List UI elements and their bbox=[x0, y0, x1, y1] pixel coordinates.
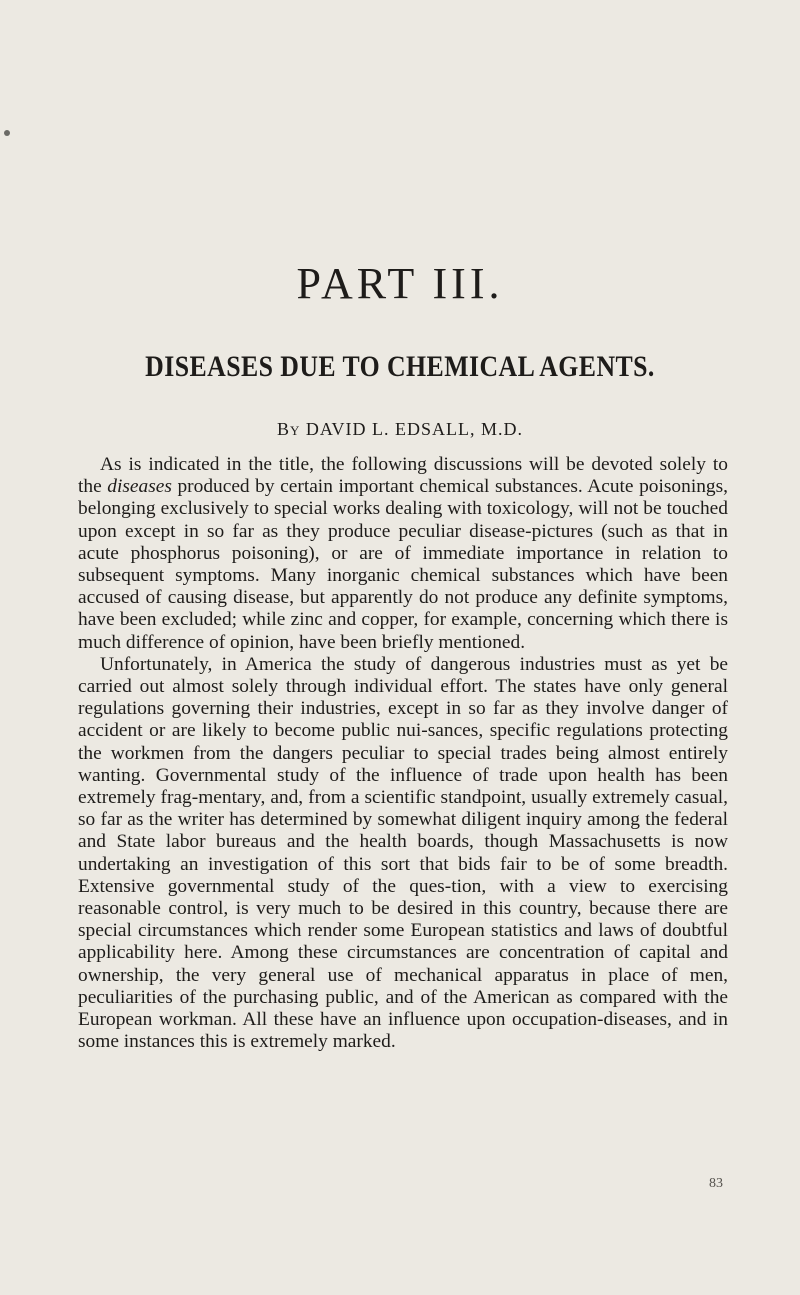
byline-author: DAVID L. EDSALL, M.D. bbox=[305, 419, 524, 439]
paragraph-1-end: produced by certain important chemical substances. Acute poisonings, belonging exclusively to special works dealing with toxicology, will not be touched upon except in so far as they produce peculiar disease-pictures (such as that in acute phosphorus poisoning), or are of immediate importance in relation to subsequent symptoms. Many inorganic chemical substances which have been accused of causing disease, but apparently do not produce any definite symptoms, have been excluded; while zinc and copper, for example, concerning which there is much difference of opinion, have been briefly mentioned. bbox=[78, 476, 728, 653]
byline-prefix: By bbox=[276, 419, 301, 439]
paragraph-1-start: As is indicated in the title, the following discussions will be devoted solely to the bbox=[78, 454, 728, 498]
part-heading: PART III. bbox=[296, 259, 504, 308]
byline bbox=[0, 420, 800, 438]
body-text bbox=[78, 454, 728, 1053]
page-number: 83 bbox=[709, 1176, 723, 1191]
chapter-title: DISEASES DUE TO CHEMICAL AGENTS. bbox=[145, 350, 655, 383]
paragraph-1 bbox=[78, 454, 728, 654]
paragraph-2: Unfortunately, in America the study of dangerous industries must as yet be carried out almost solely through individual effort. The states have only general regulations governing their industries, except in so far as they involve danger of accident or are likely to become public nui-sances, specific regulations protecting the workmen from the dangers peculiar to special trades being almost entirely wanting. Governmental study of the influence of trade upon health has been extremely frag-mentary, and, from a scientific standpoint, usually extremely casual, so far as the writer has determined by somewhat diligent inquiry among the federal and State labor bureaus and the health boards, though Massachusetts is now undertaking an investigation of this sort that bids fair to be of some breadth. Extensive governmental study of the ques-tion, with a view to exercising reasonable control, is very much to be desired in this country, because there are special circumstances which render some European statistics and laws of doubtful applicability here. Among these circumstances are concentration of capital and ownership, the very general use of mechanical apparatus in place of men, peculiarities of the purchasing public, and of the American as compared with the European workman. All these have an influence upon occupation-diseases, and in some instances this is extremely marked. bbox=[78, 653, 728, 1053]
ink-spot bbox=[4, 130, 10, 136]
emphasis-diseases: diseases bbox=[107, 476, 172, 498]
